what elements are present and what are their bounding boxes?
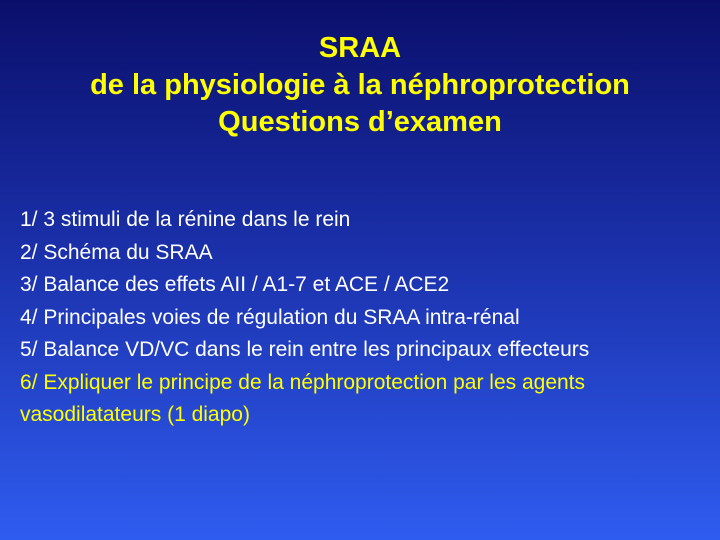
title-line-2: de la physiologie à la néphroprotection [90,69,630,101]
question-item-1: 1/ 3 stimuli de la rénine dans le rein [20,208,351,231]
question-item-5: 5/ Balance VD/VC dans le rein entre les principaux effecteurs [20,338,590,361]
title-line-1: SRAA [318,32,402,64]
question-list [20,204,710,432]
slide-title [0,30,720,141]
question-item-6: 6/ Expliquer le principe de la néphroprotection par les agents vasodilatateurs (1 diapo) [20,370,586,426]
question-item-2: 2/ Schéma du SRAA [20,240,213,264]
question-item-3: 3/ Balance des effets AII / A1-7 et ACE / ACE2 [20,273,450,296]
question-item-4: 4/ Principales voies de régulation du SRAA intra-rénal [20,305,520,329]
title-line-3: Questions d’examen [218,106,502,138]
